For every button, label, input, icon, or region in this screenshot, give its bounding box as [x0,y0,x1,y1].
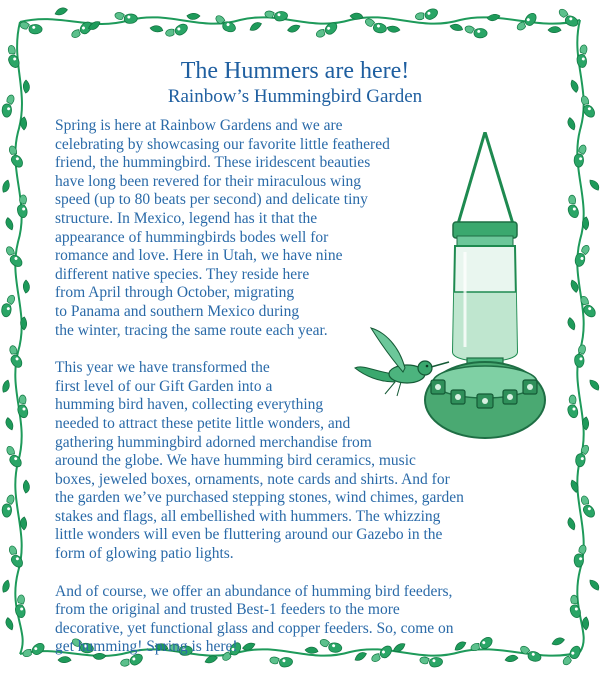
text-line: celebrating by showcasing our favorite little feathered [55,135,390,153]
text-line: form of glowing patio lights. [55,545,234,563]
paragraph-gift-garden [55,359,535,564]
page-subtitle: Rainbow’s Hummingbird Garden [167,86,423,107]
paragraph-intro [55,117,400,340]
text-line: appearance of hummingbirds bodes well for [55,228,329,246]
text-line: gathering hummingbird adorned merchandise from [55,433,372,451]
text-line: speed (up to 80 beats per second) and delicate tiny [55,191,368,209]
text-line: little wonders will even be fluttering around our Gazebo in the [55,526,443,544]
text-line: humming bird haven, collecting everything [55,396,324,414]
text-line: structure. In Mexico, legend has it that the [55,209,318,227]
text-line: Spring is here at Rainbow Gardens and we are [55,117,343,134]
text-line: romance and love. Here in Utah, we have nine [55,247,343,265]
text-line: friend, the hummingbird. These iridescent beauties [55,154,371,172]
text-line: from April through October, migrating [55,284,295,302]
text-line: to Panama and southern Mexico during [55,302,300,320]
text-line: stakes and flags, all embellished with hummers. The whizzing [55,507,441,525]
text-line: needed to attract these petite little wonders, and [55,414,351,432]
text-line: from the original and trusted Best-1 feeders to the more [55,601,400,619]
text-line: have long been revered for their miraculous wing [55,172,362,190]
text-line: first level of our Gift Garden into a [55,377,273,395]
text-line: And of course, we offer an abundance of humming bird feeders, [55,582,453,600]
article [55,58,535,657]
text-line: around the globe. We have humming bird ceramics, music [55,452,416,470]
text-line: the garden we’ve purchased stepping stones, wind chimes, garden [55,489,464,507]
text-line: the winter, tracing the same route each year. [55,321,328,339]
page-title: The Hummers are here! [180,58,410,84]
text-line: boxes, jeweled boxes, ornaments, note cards and shirts. And for [55,470,450,488]
text-line: This year we have transformed the [55,359,270,377]
text-line: different native species. They reside here [55,265,310,283]
text-line: get humming! Spring is here! [55,638,238,656]
text-line: decorative, yet functional glass and copper feeders. So, come on [55,619,454,637]
paragraph-feeders [55,583,535,657]
